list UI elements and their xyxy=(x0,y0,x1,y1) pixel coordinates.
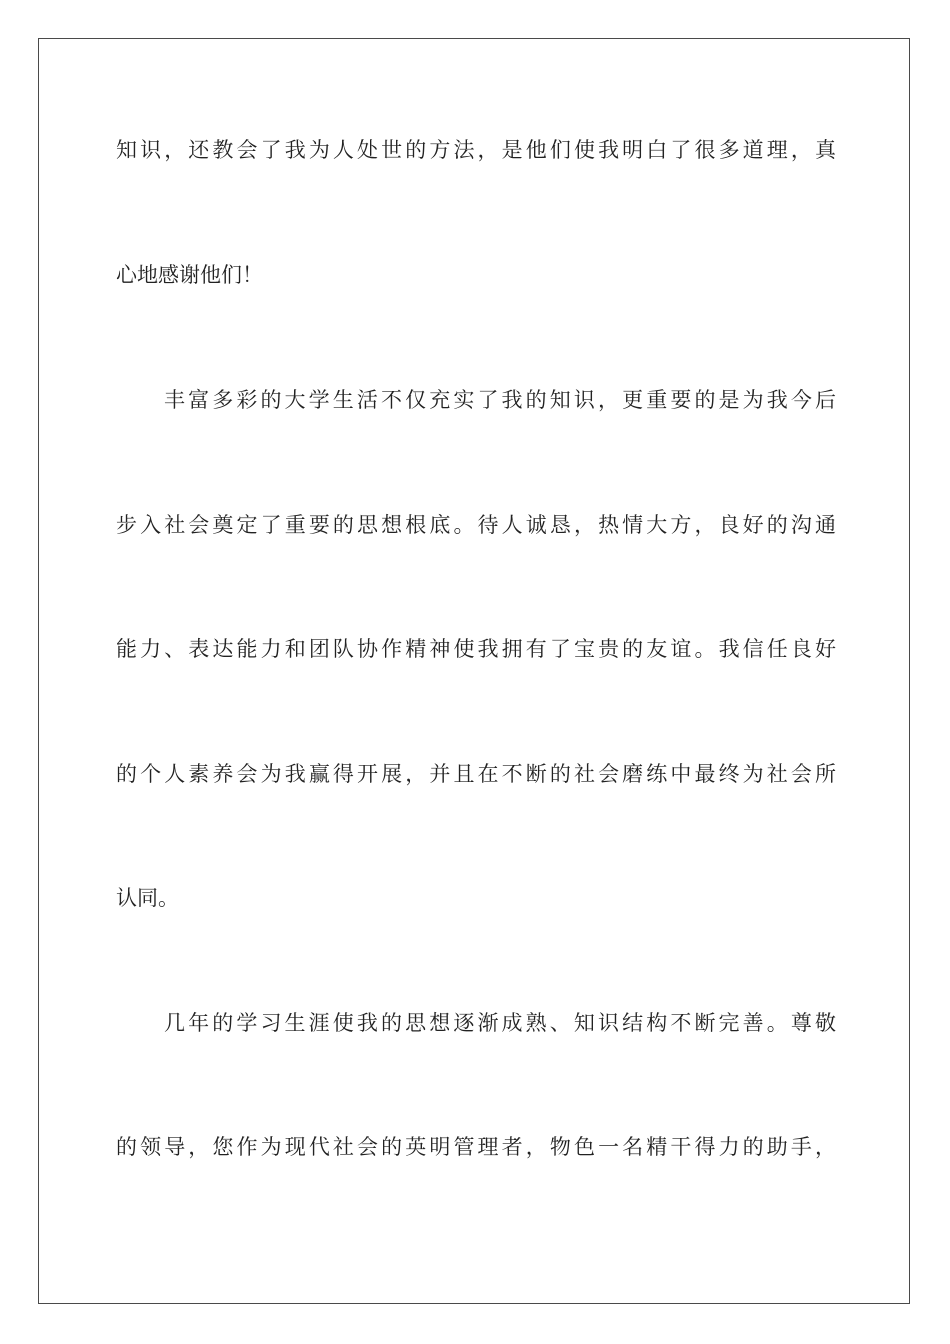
page-border xyxy=(38,38,910,1304)
body-line-3: 丰富多彩的大学生活不仅充实了我的知识，更重要的是为我今后 xyxy=(164,388,836,412)
body-line-2: 心地感谢他们！ xyxy=(116,263,263,287)
body-line-1: 知识，还教会了我为人处世的方法，是他们使我明白了很多道理，真 xyxy=(116,138,836,162)
body-line-8: 几年的学习生涯使我的思想逐渐成熟、知识结构不断完善。尊敬 xyxy=(164,1011,836,1035)
body-line-4: 步入社会奠定了重要的思想根底。待人诚恳，热情大方，良好的沟通 xyxy=(116,513,836,537)
body-line-6: 的个人素养会为我赢得开展，并且在不断的社会磨练中最终为社会所 xyxy=(116,762,836,786)
body-line-5: 能力、表达能力和团队协作精神使我拥有了宝贵的友谊。我信任良好 xyxy=(116,637,836,661)
body-line-9: 的领导，您作为现代社会的英明管理者，物色一名精干得力的助手， xyxy=(116,1135,836,1159)
body-line-7: 认同。 xyxy=(116,886,179,910)
